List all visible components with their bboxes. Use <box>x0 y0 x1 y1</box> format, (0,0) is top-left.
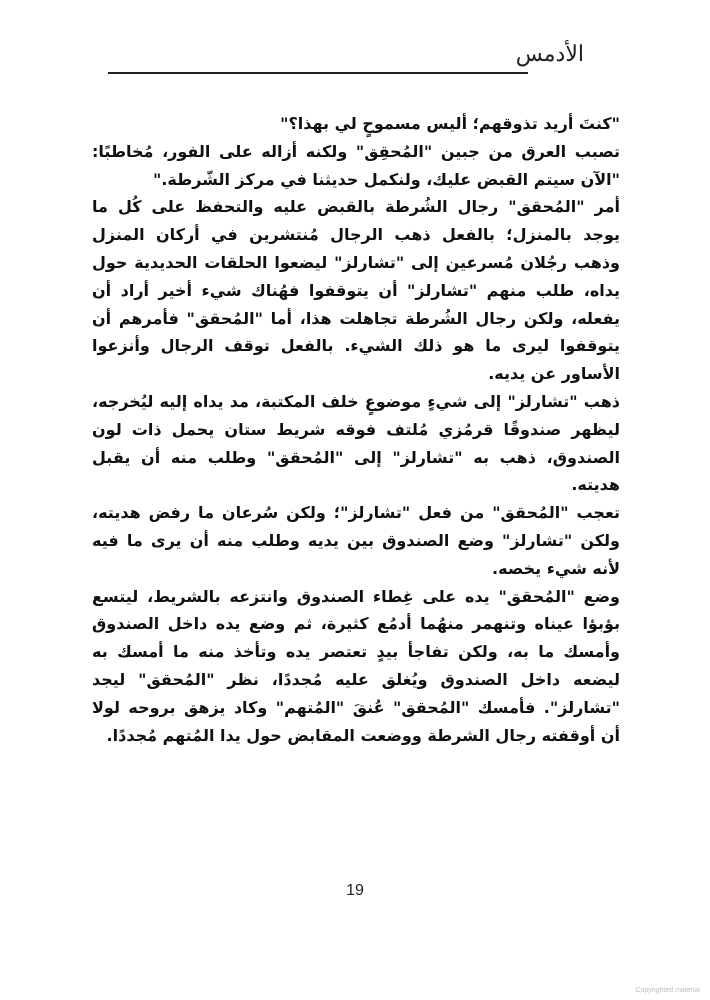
paragraph: وضع "المُحقق" يده على غِطاء الصندوق وانتزعه بالشريط، ليتسع بؤبؤا عيناه وتنهمر منهُما أدمُع كثيرة، ثم وضع يده داخل الصندوق وأمسك ما به، ولكن تفاجأ بيدٍ تعتصر يده وتأخذ منه ما أمسك به ليضعه داخل الصندوق ويُغلق عليه مُجددًا، نظر "المُحقق" ليجد "تشارلز". فأمسك "المُحقق" عُنقَ "المُتهم" وكاد يزهق بروحه لولا أن أوقفته رجال الشرطة ووضعت المقابض حول يدا المُتهم مُجددًا. <box>92 586 620 745</box>
header-rule <box>108 72 528 74</box>
paragraph: ذهب "تشارلز" إلى شيءٍ موضوعٍ خلف المكتبة، مد يداه إليه ليُخرجه، ليظهر صندوقًا قرمُزي مُلتف فوقه شريط ستان يحمل ذات لون الصندوق، ذهب به "تشارلز" إلى "المُحقق" وطلب منه أن يقبل هديته. <box>92 391 620 495</box>
paragraph: أمر "المُحقق" رجال الشُرطة بالقبض عليه والتحفظ على كُل ما يوجد بالمنزل؛ بالفعل ذهب الرجال مُنتشرين في أركان المنزل وذهب رجُلان مُسرعين إلى "تشارلز" ليضعوا الحلقات الحديدية حول يداه، طلب منهم "تشارلز" أن يتوقفوا فهُناك شيء أخير أراد أن يفعله، ولكن رجال الشُرطة تجاهلت هذا، أما "المُحقق" فأمرهم أن يتوقفوا ليرى ما هو ذلك الشيء. بالفعل توقف الرجال وأنزعوا الأساور عن يديه. <box>92 197 620 384</box>
page-content <box>92 110 620 749</box>
page-header-title: الأدمس <box>515 42 584 67</box>
paragraph: تعجب "المُحقق" من فعل "تشارلز"؛ ولكن سُرعان ما رفض هديته، ولكن "تشارلز" وضع الصندوق بين يديه وطلب منه أن يرى ما فيه لأنه شيء يخصه. <box>92 503 620 578</box>
paragraph: "كنتَ أريد تذوقهم؛ أليس مسموحٍ لي بهذا؟" <box>280 114 620 133</box>
page-number: 19 <box>346 882 364 899</box>
paragraph: تصبب العرق من جبين "المُحقِق" ولكنه أزاله على الفور، مُخاطبًا: "الآن سيتم القبض عليك، ولنكمل حديثنا في مركز الشّرطة." <box>92 141 620 189</box>
watermark: Copyrighted material <box>635 987 700 994</box>
